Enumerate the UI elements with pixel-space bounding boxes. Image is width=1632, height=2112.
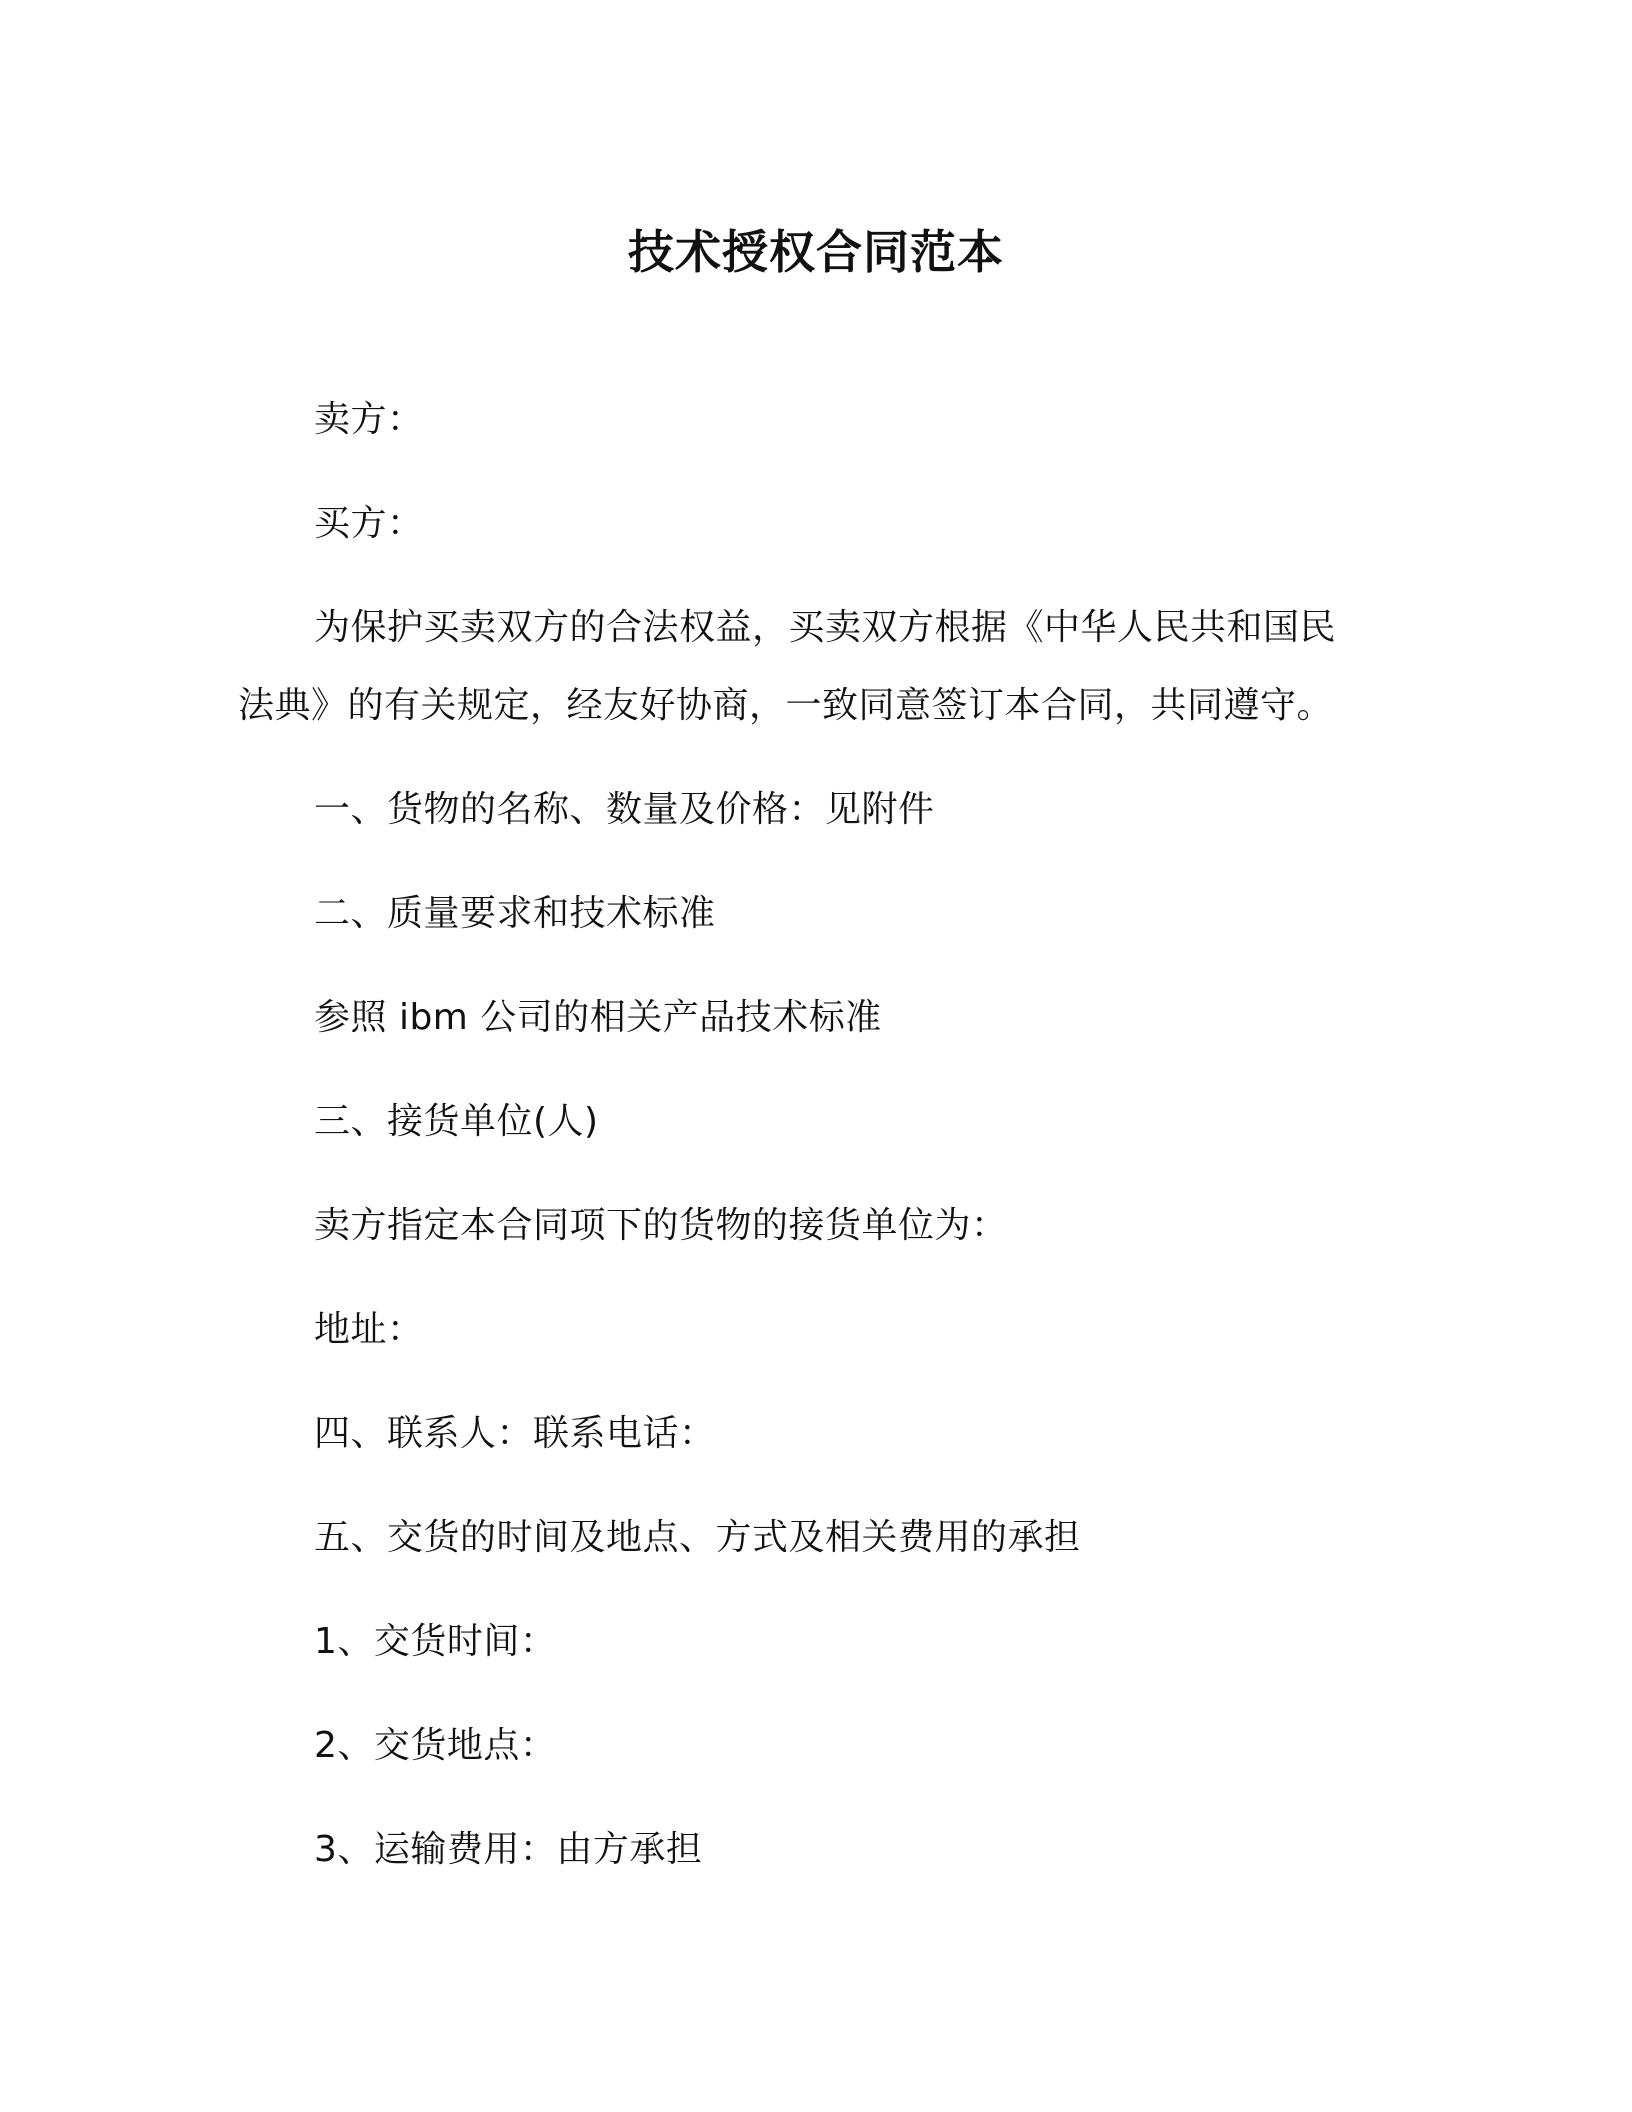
clause-2-text: 参照 ibm 公司的相关产品技术标准 xyxy=(314,997,882,1038)
buyer-line: 买方： xyxy=(314,503,424,544)
clause-5-heading: 五、交货的时间及地点、方式及相关费用的承担 xyxy=(314,1517,1081,1558)
clause-3-text: 卖方指定本合同项下的货物的接货单位为： xyxy=(314,1205,1008,1246)
delivery-time-line: 1、交货时间： xyxy=(314,1621,557,1662)
clause-3-heading: 三、接货单位(人) xyxy=(314,1101,599,1142)
preamble-line-1: 为保护买卖双方的合法权益，买卖双方根据《中华人民共和国民 xyxy=(314,607,1337,648)
clause-4-heading: 四、联系人：联系电话： xyxy=(314,1413,716,1454)
preamble-line-2: 法典》的有关规定，经友好协商，一致同意签订本合同，共同遵守。 xyxy=(238,685,1334,726)
clause-2-heading: 二、质量要求和技术标准 xyxy=(314,893,716,934)
transport-cost-line: 3、运输费用：由方承担 xyxy=(314,1829,703,1870)
delivery-place-line: 2、交货地点： xyxy=(314,1725,557,1766)
address-line: 地址： xyxy=(314,1309,424,1350)
seller-line: 卖方： xyxy=(314,399,424,440)
document-title: 技术授权合同范本 xyxy=(628,225,1004,279)
clause-1-heading: 一、货物的名称、数量及价格：见附件 xyxy=(314,789,935,830)
